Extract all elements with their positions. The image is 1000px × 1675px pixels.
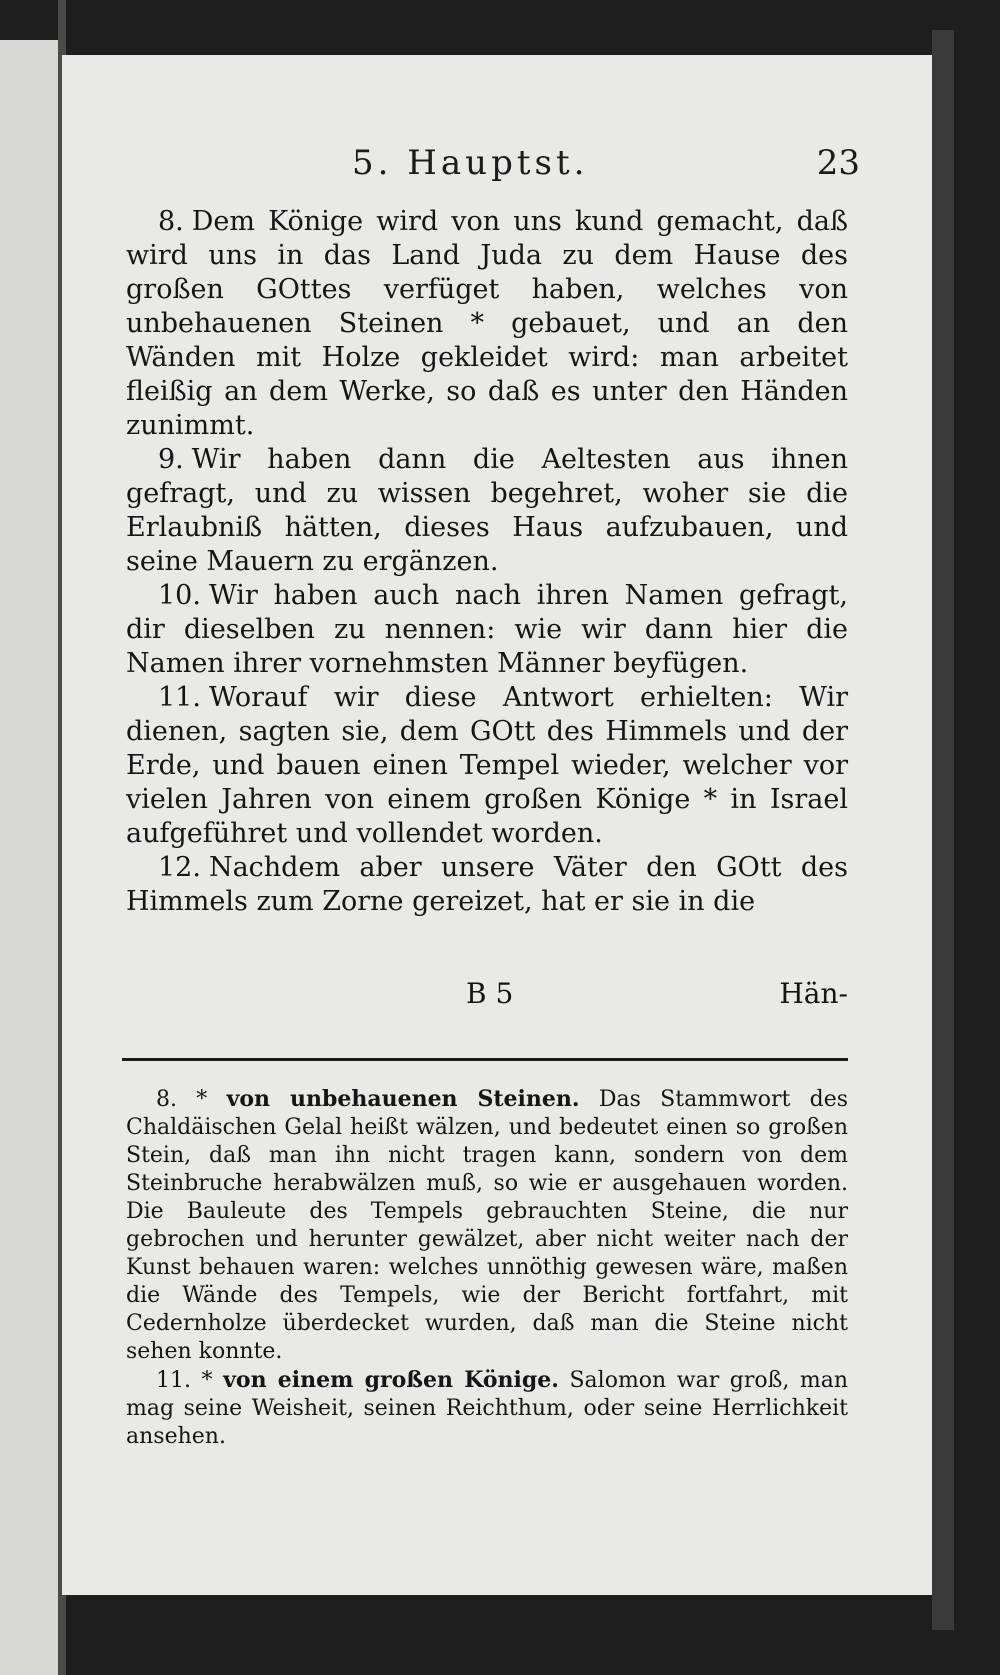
footnote-rule bbox=[122, 1058, 848, 1061]
signature-mark: B 5 bbox=[466, 977, 514, 1010]
paragraph-text: Nachdem aber unsere Väter den GOtt des Himmels zum Zorne gereizet, hat er sie in die bbox=[126, 852, 848, 917]
main-text bbox=[126, 205, 848, 919]
footnotes bbox=[126, 1085, 848, 1451]
page-number: 23 bbox=[816, 143, 860, 183]
footnote-11 bbox=[126, 1366, 848, 1451]
paragraph-text: Dem Könige wird von uns kund gemacht, daß wird uns in das Land Juda zu dem Hause des großen GOttes verfüget haben, welches von unbehauenen Steinen * gebauet, und an den Wänden mit Holze gekleidet wird: man arbeitet fleißig an dem Werke, so daß es unter den Händen zunimmt. bbox=[126, 206, 848, 441]
catchword: Hän- bbox=[779, 977, 848, 1010]
paragraph-12 bbox=[126, 851, 848, 919]
page-footer-line bbox=[126, 977, 848, 1017]
verse-number: 9. bbox=[158, 444, 184, 475]
paragraph-8 bbox=[126, 205, 848, 443]
footnote-ref: 11. * bbox=[156, 1368, 213, 1393]
verse-number: 12. bbox=[158, 852, 201, 883]
facing-page-edge bbox=[0, 40, 61, 1675]
book-page bbox=[62, 55, 932, 1595]
paragraph-text: Wir haben dann die Aeltesten aus ihnen gefragt, und zu wissen begehret, woher sie die Erlaubniß hätten, dieses Haus aufzubauen, und seine Mauern zu ergänzen. bbox=[126, 444, 848, 577]
verse-number: 10. bbox=[158, 580, 201, 611]
paragraph-text: Wir haben auch nach ihren Namen gefragt, dir dieselben zu nennen: wie wir dann hier die Namen ihrer vornehmsten Männer beyfügen. bbox=[126, 580, 848, 679]
footnote-lead: von unbehauenen Steinen. bbox=[226, 1086, 580, 1112]
page-header bbox=[62, 143, 932, 193]
footnote-8 bbox=[126, 1085, 848, 1366]
page-fore-edge bbox=[932, 30, 954, 1630]
paragraph-text: Worauf wir diese Antwort erhielten: Wir dienen, sagten sie, dem GOtt des Himmels und der Erde, und bauen einen Tempel wieder, welcher vor vielen Jahren von einem großen Könige * in Israel aufgeführet und vollendet worden. bbox=[126, 682, 848, 849]
running-head: 5. Hauptst. bbox=[352, 143, 589, 183]
verse-number: 11. bbox=[158, 682, 201, 713]
paragraph-11 bbox=[126, 681, 848, 851]
paragraph-9 bbox=[126, 443, 848, 579]
footnote-lead: von einem großen Könige. bbox=[223, 1367, 559, 1393]
paragraph-10 bbox=[126, 579, 848, 681]
footnote-ref: 8. * bbox=[156, 1087, 208, 1112]
footnote-text: Das Stammwort des Chaldäischen Gelal heißt wälzen, und bedeutet einen so großen Stein, daß man ihn nicht tragen kann, sondern von dem Steinbruche herabwälzen muß, so wie er ausgehauen worden. Die Bauleute des Tempels gebrauchten Steine, die nur gebrochen und herunter gewälzet, aber nicht weiter nach der Kunst behauen waren: welches unnöthig gewesen wäre, maßen die Wände des Tempels, wie der Bericht fortfahrt, mit Cedernholze überdecket wurden, daß man die Steine nicht sehen konnte. bbox=[126, 1087, 849, 1364]
verse-number: 8. bbox=[158, 206, 184, 237]
footnote-text: Salomon war groß, man mag seine Weisheit, seinen Reichthum, oder seine Herrlichkeit ansehen. bbox=[126, 1368, 849, 1449]
